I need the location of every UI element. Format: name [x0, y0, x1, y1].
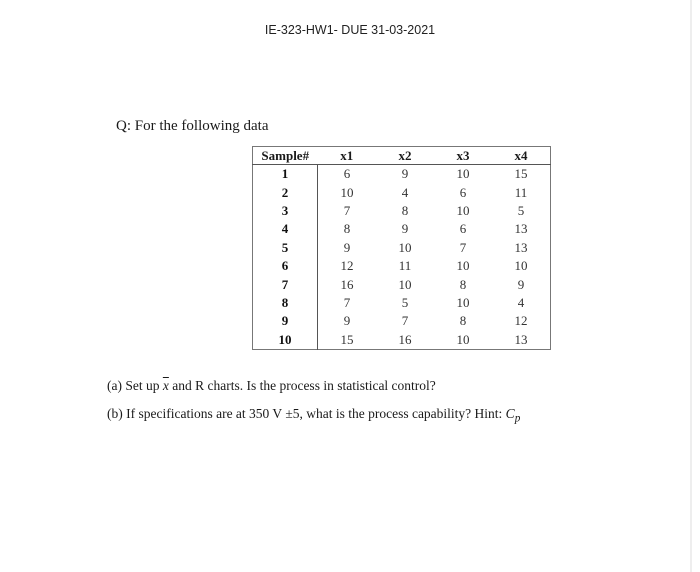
value-cell: 12	[514, 313, 528, 329]
value-cell: 9	[401, 221, 409, 237]
value-cell: 6	[459, 221, 467, 237]
cp-symbol: C	[505, 406, 515, 421]
table-row	[253, 294, 551, 312]
part-b	[107, 406, 520, 425]
value-cell: 10	[514, 258, 528, 274]
page-edge	[690, 0, 692, 572]
sample-number-cell: 5	[253, 239, 318, 257]
table-row	[253, 165, 551, 184]
value-cell: 10	[340, 184, 354, 200]
column-header: x2	[376, 147, 434, 165]
table-row	[253, 312, 551, 330]
value-cell: 13	[514, 331, 528, 347]
sample-number-cell: 7	[253, 275, 318, 293]
value-cell: 15	[514, 166, 528, 182]
value-cell: 7	[343, 202, 351, 218]
sample-number-cell: 10	[253, 331, 318, 350]
value-cell: 10	[456, 294, 470, 310]
part-b-text: (b) If specifications are at 350 V ±5, what is the process capability? Hint:	[107, 406, 506, 421]
value-cell: 15	[340, 331, 354, 347]
value-cell: 16	[398, 331, 412, 347]
table-row	[253, 239, 551, 257]
column-header: x3	[434, 147, 492, 165]
part-a-suffix: and R charts. Is the process in statistical control?	[168, 378, 436, 393]
table-row	[253, 183, 551, 201]
value-cell: 7	[343, 294, 351, 310]
sample-number-cell: 8	[253, 294, 318, 312]
sample-number-cell: 6	[253, 257, 318, 275]
value-cell: 12	[340, 258, 354, 274]
x-bar-symbol: $\overline{x}$	[162, 378, 169, 393]
value-cell: 10	[398, 239, 412, 255]
value-cell: 8	[401, 202, 409, 218]
sample-number-cell: 4	[253, 220, 318, 238]
table-body	[253, 165, 551, 350]
value-cell: 8	[459, 276, 467, 292]
document-header: IE-323-HW1- DUE 31-03-2021	[264, 23, 436, 37]
sample-number-cell: 2	[253, 183, 318, 201]
value-cell: 6	[343, 166, 351, 182]
column-header: x4	[492, 147, 551, 165]
value-cell: 10	[456, 202, 470, 218]
sample-number-cell: 9	[253, 312, 318, 330]
value-cell: 10	[398, 276, 412, 292]
value-cell: 4	[517, 294, 525, 310]
value-cell: 7	[401, 313, 409, 329]
value-cell: 5	[401, 294, 409, 310]
value-cell: 16	[340, 276, 354, 292]
value-cell: 9	[517, 276, 525, 292]
value-cell: 13	[514, 239, 528, 255]
value-cell: 4	[401, 184, 409, 200]
sample-number-cell: 3	[253, 202, 318, 220]
cp-subscript: p	[514, 412, 521, 425]
value-cell: 6	[459, 184, 467, 200]
part-a	[107, 378, 436, 394]
value-cell: 10	[456, 258, 470, 274]
value-cell: 9	[401, 166, 409, 182]
data-table	[252, 146, 551, 350]
value-cell: 9	[343, 239, 351, 255]
value-cell: 10	[456, 166, 470, 182]
table-row	[253, 257, 551, 275]
column-header: Sample#	[253, 147, 318, 165]
value-cell: 13	[514, 221, 528, 237]
value-cell: 11	[514, 184, 528, 200]
value-cell: 10	[456, 331, 470, 347]
table-row	[253, 202, 551, 220]
value-cell: 5	[517, 202, 525, 218]
value-cell: 8	[459, 313, 467, 329]
table-row	[253, 220, 551, 238]
question-text: Q: For the following data	[116, 118, 269, 134]
sample-number-cell: 1	[253, 165, 318, 184]
value-cell: 8	[343, 221, 351, 237]
value-cell: 9	[343, 313, 351, 329]
value-cell: 7	[459, 239, 467, 255]
table-row	[253, 331, 551, 350]
part-a-prefix: (a) Set up	[107, 378, 163, 393]
table-header-row	[253, 147, 551, 165]
table-row	[253, 275, 551, 293]
value-cell: 11	[398, 258, 412, 274]
column-header: x1	[318, 147, 377, 165]
